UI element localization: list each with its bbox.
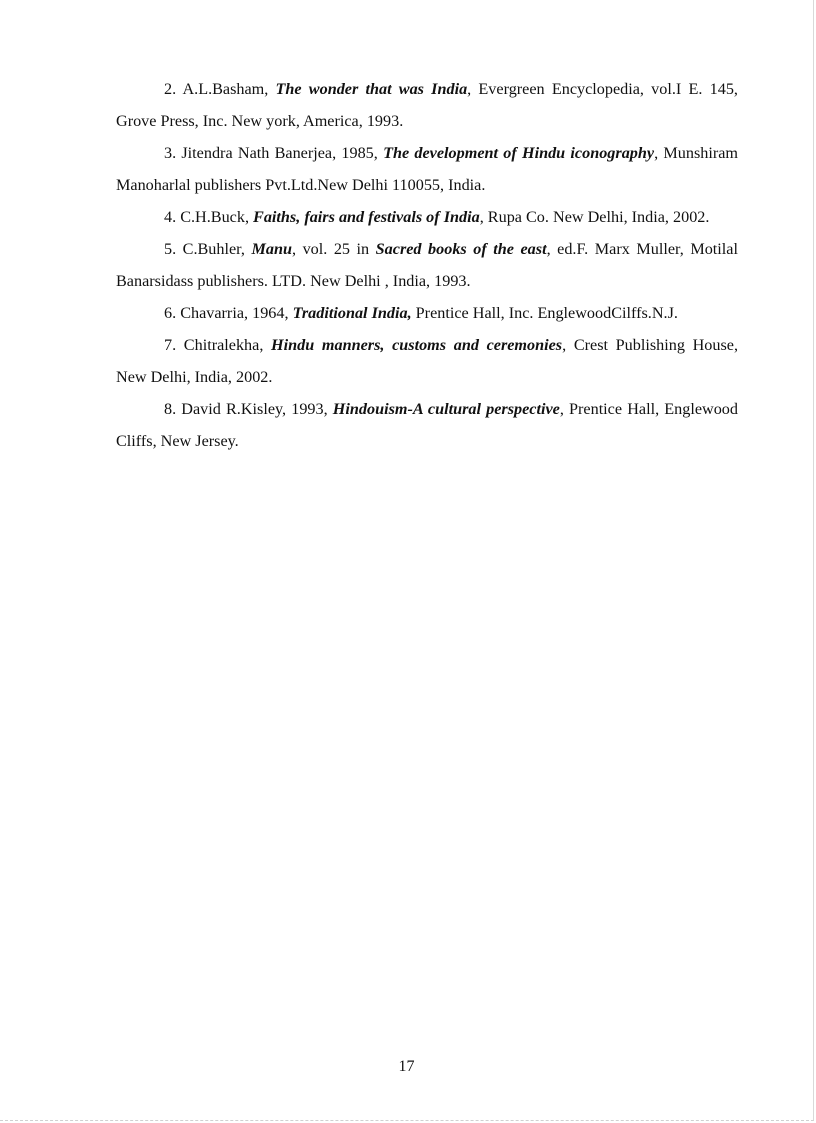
reference-title: Traditional India, (292, 304, 412, 322)
reference-details: , Evergreen Encyclopedia, vol.I E. 145, Grove Press, Inc. New york, America, 1993. (116, 80, 738, 130)
reference-item (116, 137, 738, 201)
reference-details: , Rupa Co. New Delhi, India, 2002. (479, 208, 710, 226)
reference-details: Prentice Hall, Inc. EnglewoodCilffs.N.J. (411, 304, 678, 322)
reference-item (116, 233, 738, 297)
reference-title: Faiths, fairs and festivals of India (253, 208, 480, 226)
reference-author: 5. C.Buhler, (164, 240, 252, 258)
reference-title: The development of Hindu iconography (383, 144, 655, 162)
reference-details: , Munshiram Manoharlal publishers Pvt.Ltd.New Delhi 110055, India. (116, 144, 739, 194)
reference-details: , Prentice Hall, Englewood Cliffs, New Jersey. (116, 400, 738, 450)
reference-item (116, 297, 738, 329)
reference-details: , Crest Publishing House, New Delhi, India, 2002. (116, 336, 738, 386)
reference-author: 7. Chitralekha, (164, 336, 272, 354)
reference-author: 6. Chavarria, 1964, (164, 304, 293, 322)
reference-author: 2. A.L.Basham, (164, 80, 276, 98)
reference-author: 3. Jitendra Nath Banerjea, 1985, (164, 144, 384, 162)
reference-item (116, 329, 738, 393)
reference-title: Hindouism-A cultural perspective (332, 400, 560, 418)
reference-title: Hindu manners, customs and ceremonies (271, 336, 563, 354)
reference-item (116, 73, 738, 137)
reference-item (116, 393, 738, 457)
reference-list (116, 73, 738, 457)
reference-details: , ed.F. Marx Muller, Motilal Banarsidass publishers. LTD. New Delhi , India, 1993. (116, 240, 738, 290)
reference-author: 8. David R.Kisley, 1993, (164, 400, 333, 418)
page-number: 17 (398, 1058, 415, 1075)
reference-middle: , vol. 25 in (292, 240, 376, 258)
reference-author: 4. C.H.Buck, (164, 208, 254, 226)
reference-series-title: Sacred books of the east (375, 240, 547, 258)
reference-item (116, 201, 738, 233)
reference-title: Manu (251, 240, 292, 258)
reference-title: The wonder that was India (275, 80, 468, 98)
